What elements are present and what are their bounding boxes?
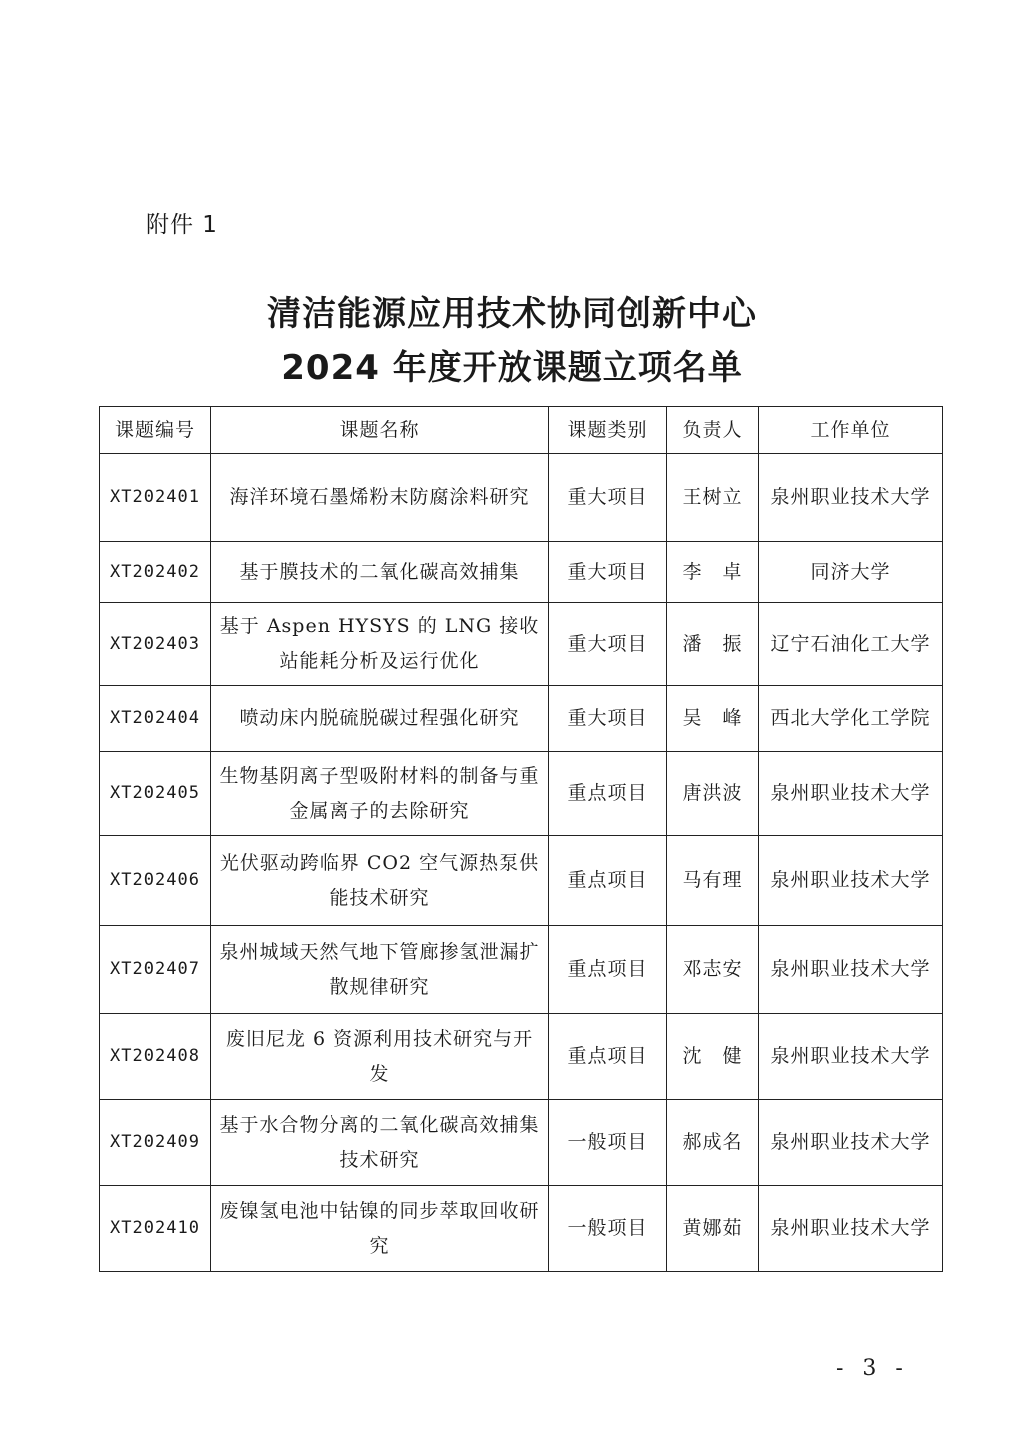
header-unit: 工作单位 [759,407,943,454]
project-name: 喷动床内脱硫脱碳过程强化研究 [211,686,549,752]
project-leader: 马有理 [667,836,759,926]
project-category: 一般项目 [549,1100,667,1186]
project-code: XT202404 [100,686,211,752]
document-title-line1: 清洁能源应用技术协同创新中心 [267,294,757,334]
project-leader: 吴 峰 [667,686,759,752]
project-code: XT202408 [100,1014,211,1100]
table-row [100,603,943,686]
project-unit: 西北大学化工学院 [759,686,943,752]
project-category: 重大项目 [549,686,667,752]
project-unit: 泉州职业技术大学 [759,1100,943,1186]
project-category: 重点项目 [549,836,667,926]
page-number: - 3 - [836,1356,909,1381]
project-code: XT202405 [100,752,211,836]
document-title-line2: 2024 年度开放课题立项名单 [281,348,743,388]
project-name: 泉州城域天然气地下管廊掺氢泄漏扩散规律研究 [211,926,549,1014]
project-category: 重大项目 [549,542,667,603]
project-name: 光伏驱动跨临界 CO2 空气源热泵供能技术研究 [211,836,549,926]
table-row [100,836,943,926]
table-row [100,752,943,836]
project-code: XT202403 [100,603,211,686]
table-row [100,686,943,752]
project-name: 海洋环境石墨烯粉末防腐涂料研究 [211,454,549,542]
project-name: 废镍氢电池中钴镍的同步萃取回收研究 [211,1186,549,1272]
project-code: XT202410 [100,1186,211,1272]
project-leader: 郝成名 [667,1100,759,1186]
project-leader: 王树立 [667,454,759,542]
project-leader: 李 卓 [667,542,759,603]
project-leader: 黄娜茹 [667,1186,759,1272]
project-code: XT202406 [100,836,211,926]
project-leader: 潘 振 [667,603,759,686]
project-category: 重大项目 [549,603,667,686]
attachment-label: 附件 1 [146,212,218,238]
table-row [100,1014,943,1100]
table-row [100,1186,943,1272]
project-leader: 邓志安 [667,926,759,1014]
project-name: 生物基阴离子型吸附材料的制备与重金属离子的去除研究 [211,752,549,836]
project-code: XT202402 [100,542,211,603]
project-unit: 同济大学 [759,542,943,603]
project-name: 基于膜技术的二氧化碳高效捕集 [211,542,549,603]
project-name: 废旧尼龙 6 资源利用技术研究与开发 [211,1014,549,1100]
project-unit: 泉州职业技术大学 [759,1014,943,1100]
project-unit: 泉州职业技术大学 [759,836,943,926]
header-leader: 负责人 [667,407,759,454]
project-code: XT202409 [100,1100,211,1186]
project-code: XT202407 [100,926,211,1014]
project-category: 一般项目 [549,1186,667,1272]
table-row [100,1100,943,1186]
header-name: 课题名称 [211,407,549,454]
project-category: 重点项目 [549,926,667,1014]
project-code: XT202401 [100,454,211,542]
project-category: 重点项目 [549,1014,667,1100]
project-list-table [99,406,943,1272]
project-category: 重点项目 [549,752,667,836]
project-unit: 泉州职业技术大学 [759,454,943,542]
table-header-row [100,407,943,454]
project-leader: 沈 健 [667,1014,759,1100]
header-code: 课题编号 [100,407,211,454]
table-row [100,926,943,1014]
project-category: 重大项目 [549,454,667,542]
project-unit: 泉州职业技术大学 [759,1186,943,1272]
project-name: 基于水合物分离的二氧化碳高效捕集技术研究 [211,1100,549,1186]
project-unit: 泉州职业技术大学 [759,926,943,1014]
project-leader: 唐洪波 [667,752,759,836]
project-unit: 泉州职业技术大学 [759,752,943,836]
project-unit: 辽宁石油化工大学 [759,603,943,686]
project-name: 基于 Aspen HYSYS 的 LNG 接收站能耗分析及运行优化 [211,603,549,686]
table-row [100,542,943,603]
table-row [100,454,943,542]
header-category: 课题类别 [549,407,667,454]
